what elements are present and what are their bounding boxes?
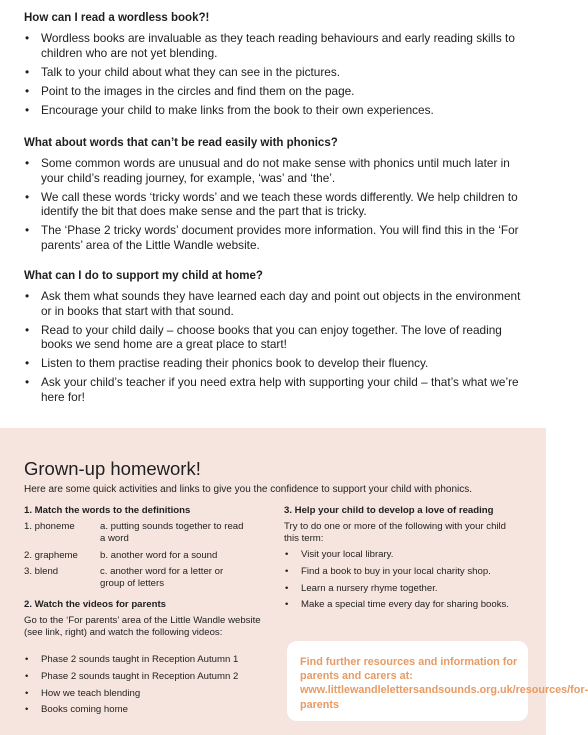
- video-item: • How we teach blending: [24, 688, 274, 700]
- list-item: • Point to the images in the circles and find them on the page.: [24, 84, 524, 99]
- homework-title: Grown-up homework!: [24, 458, 201, 479]
- heading-wordless-book: How can I read a wordless book?!: [24, 12, 210, 24]
- match-heading: 1. Match the words to the definitions: [24, 505, 191, 516]
- video-item: • Phase 2 sounds taught in Reception Autumn 2: [24, 671, 274, 683]
- list-item: • Talk to your child about what they can see in the pictures.: [24, 65, 524, 80]
- list-item: • Ask your child’s teacher if you need extra help with supporting your child – that’s what we’re here for!: [24, 375, 524, 404]
- match-row: [24, 550, 264, 562]
- match-row: [24, 566, 264, 591]
- list-item: • Wordless books are invaluable as they teach reading behaviours and early reading skills to children who are not yet blending.: [24, 31, 524, 60]
- videos-heading: 2. Watch the videos for parents: [24, 599, 166, 610]
- video-item: • Phase 2 sounds taught in Reception Autumn 1: [24, 654, 274, 666]
- love-of-reading-list: [284, 549, 524, 616]
- list-item: • The ‘Phase 2 tricky words’ document provides more information. You will find this in the ‘For parents’ area of the Little Wandle website.: [24, 223, 524, 252]
- list-item: • Read to your child daily – choose books that you can enjoy together. The love of reading books we send home are a great place to start!: [24, 323, 524, 352]
- match-term: 1. phoneme: [24, 521, 75, 532]
- videos-list: [24, 654, 274, 721]
- homework-panel: [0, 428, 588, 735]
- tricky-words-list: [24, 156, 524, 257]
- match-definition: c. another word for a letter or group of letters: [100, 565, 224, 590]
- reading-activity-item: • Find a book to buy in your local charity shop.: [284, 566, 524, 578]
- videos-text: Go to the ‘For parents’ area of the Little Wandle website (see link, right) and watch the following videos:: [24, 615, 261, 639]
- match-term: 3. blend: [24, 565, 59, 577]
- list-item: • Encourage your child to make links from the book to their own experiences.: [24, 103, 524, 118]
- list-item: • Ask them what sounds they have learned each day and point out objects in the environment or in books that start with that sound.: [24, 289, 524, 318]
- list-item: • Listen to them practise reading their phonics book to develop their fluency.: [24, 356, 524, 371]
- list-item: • Some common words are unusual and do not make sense with phonics until much later in your child’s reading journey, for example, ‘was’ and ‘the’.: [24, 156, 524, 185]
- love-of-reading-text: Try to do one or more of the following with your child this term:: [284, 521, 507, 545]
- homework-intro: Here are some quick activities and links to give you the confidence to support your child with phonics.: [24, 484, 473, 495]
- resources-link-text[interactable]: Find further resources and information for parents and carers at: www.littlewandlelettersandsounds.org.uk/resources/for-parents: [300, 656, 588, 711]
- match-definition: b. another word for a sound: [100, 549, 218, 561]
- list-item: • We call these words ‘tricky words’ and we teach these words differently. We help children to identify the bit that does make sense and the part that is tricky.: [24, 190, 524, 219]
- support-at-home-list: [24, 289, 524, 409]
- reading-activity-item: • Learn a nursery rhyme together.: [284, 583, 524, 595]
- match-term: 2. grapheme: [24, 549, 78, 561]
- heading-support-at-home: What can I do to support my child at home?: [24, 270, 263, 282]
- video-item: • Books coming home: [24, 704, 274, 716]
- match-row: [24, 521, 264, 546]
- match-table: [24, 521, 264, 594]
- reading-activity-item: • Visit your local library.: [284, 549, 524, 561]
- love-of-reading-heading: 3. Help your child to develop a love of reading: [284, 505, 494, 516]
- wordless-book-list: [24, 31, 524, 122]
- heading-tricky-words: What about words that can’t be read easily with phonics?: [24, 137, 338, 149]
- reading-activity-item: • Make a special time every day for sharing books.: [284, 599, 524, 611]
- match-definition: a. putting sounds together to read a word: [100, 521, 244, 545]
- resources-box: [287, 641, 588, 721]
